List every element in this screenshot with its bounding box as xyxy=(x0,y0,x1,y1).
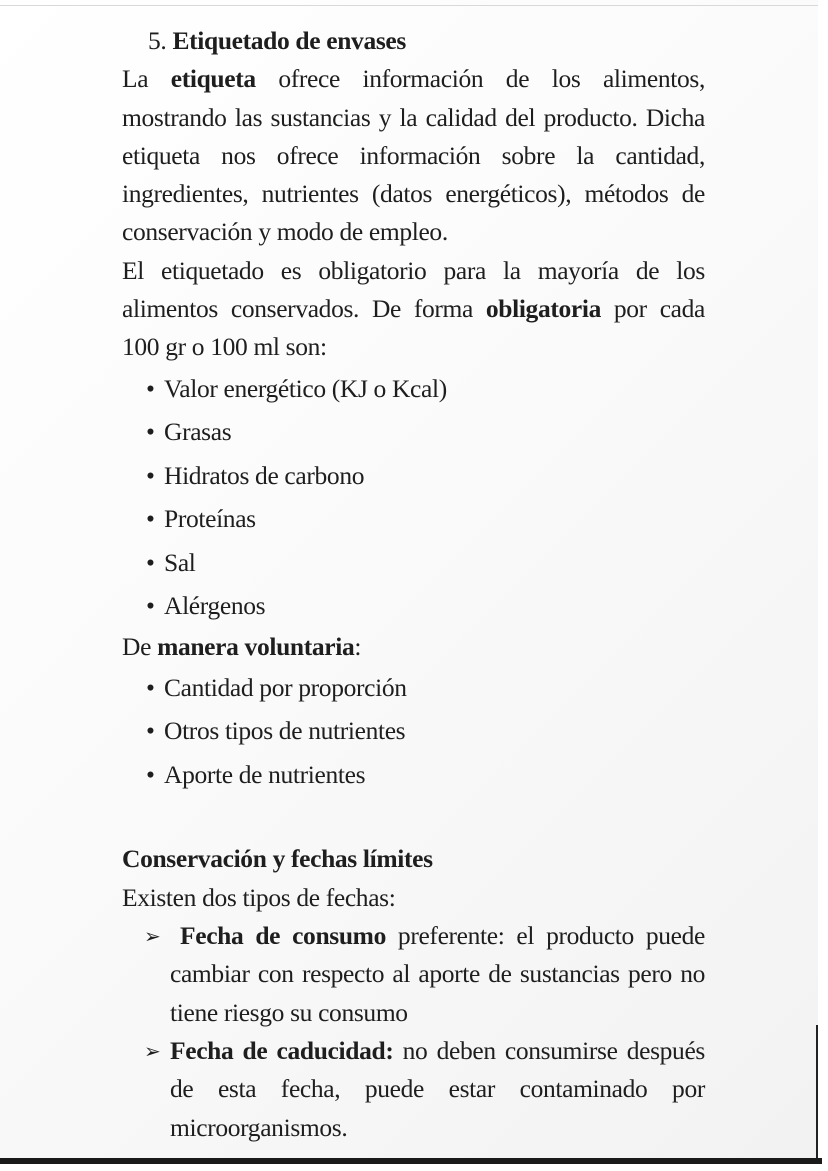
list-item xyxy=(146,753,705,797)
list-item-text: Cantidad por proporción xyxy=(164,672,407,702)
bullet-icon: • xyxy=(146,716,155,746)
bullet-icon: • xyxy=(146,373,155,403)
voluntary-intro xyxy=(122,628,705,666)
document-content xyxy=(122,22,705,1147)
paragraph-obligatorio xyxy=(122,252,705,367)
date-types-list xyxy=(122,917,705,1147)
bullet-icon: • xyxy=(146,460,155,490)
section-number: 5. xyxy=(148,26,167,55)
arrow-bullet-icon: ➢ xyxy=(144,924,161,949)
subsection-title: Conservación y fechas límites xyxy=(122,844,433,874)
mandatory-list xyxy=(122,367,705,628)
paragraph-text: La xyxy=(122,64,171,94)
voluntary-list xyxy=(122,666,705,797)
paragraph-text: El etiquetado es obligatorio para la mayoría de los alimentos conservados. De forma xyxy=(122,255,705,324)
bold-term-voluntaria: manera voluntaria xyxy=(157,631,355,661)
list-item xyxy=(146,367,705,411)
list-item xyxy=(144,917,705,1032)
page-right-edge xyxy=(816,1025,818,1162)
list-item-text: Aporte de nutrientes xyxy=(164,759,366,789)
paragraph-text: : xyxy=(354,631,362,661)
list-item-text: preferente: el producto puede cambiar con respecto al aporte de sustancias pero no tiene riesgo su consumo xyxy=(170,921,705,1027)
list-item xyxy=(146,584,705,628)
list-item xyxy=(146,497,705,541)
subsection-intro: Existen dos tipos de fechas: xyxy=(122,882,396,912)
list-item-text: Proteínas xyxy=(164,504,256,534)
arrow-bullet-icon: ➢ xyxy=(144,1038,161,1063)
bullet-icon: • xyxy=(146,547,155,577)
list-item xyxy=(144,1032,705,1147)
list-item xyxy=(146,709,705,753)
section-title: Etiquetado de envases xyxy=(172,26,406,55)
list-item-text: Alérgenos xyxy=(164,591,266,621)
page-bottom-edge xyxy=(0,1158,822,1164)
paragraph-text: ofrece información de los alimentos, mostrando las sustancias y la calidad del producto. Dicha etiqueta nos ofrece información sobre la cantidad, ingredientes, nutrientes (datos energéticos), métodos de conservación y modo de empleo. xyxy=(122,64,705,247)
bullet-icon: • xyxy=(146,504,155,534)
list-item-text: Otros tipos de nutrientes xyxy=(164,716,406,746)
bullet-icon: • xyxy=(146,759,155,789)
spacer xyxy=(122,796,705,840)
bullet-icon: • xyxy=(146,591,155,621)
section-heading xyxy=(122,22,705,60)
paragraph-text: De xyxy=(122,631,158,661)
list-item-text: Sal xyxy=(164,547,196,577)
bullet-icon: • xyxy=(146,672,155,702)
bold-term-obligatoria: obligatoria xyxy=(485,294,602,324)
paragraph-etiqueta xyxy=(122,60,705,251)
list-item xyxy=(146,410,705,454)
list-item-text: Grasas xyxy=(164,417,232,447)
paragraph-text: por cada 100 gr o 100 ml son: xyxy=(122,294,705,362)
list-item-text: no deben consumirse después de esta fecha, puede estar contaminado por microorganismos. xyxy=(170,1035,705,1142)
list-item xyxy=(146,454,705,498)
list-item xyxy=(146,666,705,710)
bullet-icon: • xyxy=(146,417,155,447)
list-item xyxy=(146,541,705,585)
bold-term-fecha-consumo: Fecha de consumo xyxy=(180,921,386,951)
page-top-edge xyxy=(0,5,818,6)
list-item-text: Hidratos de carbono xyxy=(164,460,365,490)
bold-term-etiqueta: etiqueta xyxy=(170,64,256,94)
bold-term-fecha-caducidad: Fecha de caducidad: xyxy=(170,1035,394,1065)
list-item-text: Valor energético (KJ o Kcal) xyxy=(164,373,447,403)
